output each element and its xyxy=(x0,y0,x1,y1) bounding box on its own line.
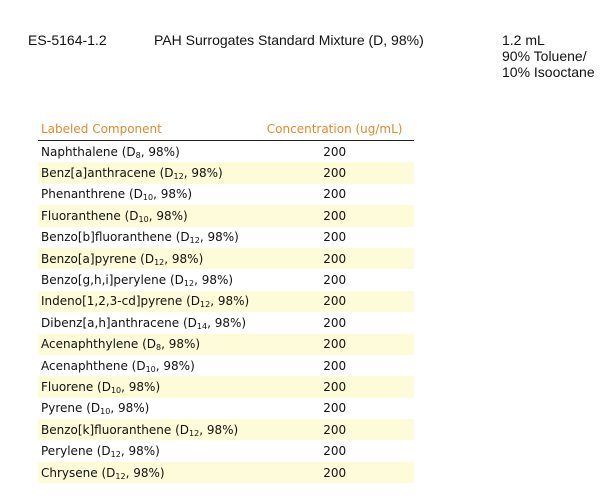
purity-suffix: , 98%) xyxy=(199,230,239,245)
purity-suffix: , 98%) xyxy=(121,379,161,394)
component-name xyxy=(38,294,255,308)
component-label: Benz[a]anthracene (D xyxy=(41,166,174,181)
concentration-value: 200 xyxy=(323,144,347,159)
purity-suffix: , 98%) xyxy=(207,315,247,330)
table-row xyxy=(38,291,414,312)
isotope-subscript: 10 xyxy=(110,385,122,395)
component-label: Benzo[k]fluoranthene (D xyxy=(41,422,189,437)
table-row xyxy=(38,440,414,461)
purity-suffix: , 98%) xyxy=(210,294,250,309)
concentration-value: 200 xyxy=(323,251,347,266)
component-name xyxy=(38,466,255,480)
isotope-subscript: 10 xyxy=(138,214,149,224)
isotope-subscript: 8 xyxy=(156,343,162,353)
purity-suffix: , 98%) xyxy=(140,144,180,159)
purity-suffix: , 98%) xyxy=(164,251,204,266)
isotope-subscript: 12 xyxy=(173,172,184,182)
component-label: Benzo[b]fluoranthene (D xyxy=(41,230,190,245)
purity-suffix: , 98%) xyxy=(110,401,150,416)
table-row xyxy=(38,462,414,483)
table-row xyxy=(38,141,414,162)
purity-suffix: , 98%) xyxy=(153,187,193,202)
isotope-subscript: 10 xyxy=(145,364,156,374)
purity-suffix: , 98%) xyxy=(161,337,201,352)
table-header xyxy=(38,118,414,141)
component-name xyxy=(38,337,255,351)
component-name xyxy=(38,187,255,201)
component-label: Perylene (D xyxy=(41,444,111,459)
table-row xyxy=(38,162,414,183)
component-name xyxy=(38,252,255,266)
table-row xyxy=(38,334,414,355)
concentration-value: 200 xyxy=(323,273,347,288)
component-name xyxy=(38,423,255,437)
concentration-value: 200 xyxy=(323,379,347,394)
isotope-subscript: 12 xyxy=(110,450,121,460)
isotope-subscript: 12 xyxy=(189,428,200,438)
isotope-subscript: 10 xyxy=(100,407,111,417)
concentration-value: 200 xyxy=(323,422,347,437)
concentration-value: 200 xyxy=(323,208,347,223)
component-name xyxy=(38,401,255,415)
concentration-value: 200 xyxy=(323,315,347,330)
purity-suffix: , 98%) xyxy=(199,422,239,437)
concentration-value: 200 xyxy=(323,401,347,416)
concentration-value: 200 xyxy=(323,294,347,309)
component-name xyxy=(38,166,255,180)
purity-suffix: , 98%) xyxy=(148,208,188,223)
isotope-subscript: 12 xyxy=(183,279,195,289)
component-name xyxy=(38,359,255,373)
isotope-subscript: 12 xyxy=(189,236,200,246)
table-row xyxy=(38,355,414,376)
component-name xyxy=(38,444,255,458)
product-code: ES-5164-1.2 xyxy=(28,32,107,48)
component-label: Pyrene (D xyxy=(41,401,101,416)
solvent-line-1: 90% Toluene/ xyxy=(502,48,587,64)
table-row xyxy=(38,248,414,269)
component-label: Chrysene (D xyxy=(41,465,116,480)
concentration-value: 200 xyxy=(323,166,347,181)
component-table xyxy=(38,118,414,483)
component-name xyxy=(38,316,255,330)
table-row xyxy=(38,205,414,226)
table-row xyxy=(38,227,414,248)
component-label: Benzo[a]pyrene (D xyxy=(41,251,155,266)
concentration-value: 200 xyxy=(323,358,347,373)
component-label: Indeno[1,2,3-cd]pyrene (D xyxy=(41,294,201,309)
column-header-concentration: Concentration (ug/mL) xyxy=(266,122,403,136)
product-title: PAH Surrogates Standard Mixture (D, 98%) xyxy=(154,32,424,48)
concentration-value: 200 xyxy=(323,230,347,245)
concentration-value: 200 xyxy=(323,337,347,352)
component-label: Fluoranthene (D xyxy=(41,208,139,223)
component-name xyxy=(38,273,255,287)
table-row xyxy=(38,184,414,205)
component-name xyxy=(38,145,255,159)
component-label: Dibenz[a,h]anthracene (D xyxy=(41,315,197,330)
component-name xyxy=(38,380,255,394)
isotope-subscript: 10 xyxy=(142,193,154,203)
purity-suffix: , 98%) xyxy=(183,166,223,181)
component-label: Fluorene (D xyxy=(41,379,111,394)
component-label: Benzo[g,h,i]perylene (D xyxy=(41,273,184,288)
isotope-subscript: 12 xyxy=(115,471,126,481)
purity-suffix: , 98%) xyxy=(194,273,234,288)
isotope-subscript: 8 xyxy=(135,150,141,160)
table-row xyxy=(38,376,414,397)
isotope-subscript: 12 xyxy=(200,300,211,310)
concentration-value: 200 xyxy=(323,465,347,480)
product-specs xyxy=(502,32,595,80)
table-body xyxy=(38,141,414,483)
concentration-value: 200 xyxy=(323,444,347,459)
isotope-subscript: 12 xyxy=(154,257,165,267)
isotope-subscript: 14 xyxy=(196,321,208,331)
table-row xyxy=(38,419,414,440)
component-name xyxy=(38,209,255,223)
component-label: Naphthalene (D xyxy=(41,144,136,159)
table-row xyxy=(38,398,414,419)
volume-text: 1.2 mL xyxy=(502,32,545,48)
table-row xyxy=(38,269,414,290)
purity-suffix: , 98%) xyxy=(155,358,195,373)
component-label: Acenaphthylene (D xyxy=(41,337,157,352)
component-label: Phenanthrene (D xyxy=(41,187,143,202)
table-row xyxy=(38,312,414,333)
concentration-value: 200 xyxy=(323,187,347,202)
component-name xyxy=(38,230,255,244)
solvent-line-2: 10% Isooctane xyxy=(502,64,595,80)
column-header-component: Labeled Component xyxy=(41,122,162,136)
purity-suffix: , 98%) xyxy=(120,444,160,459)
component-label: Acenaphthene (D xyxy=(41,358,146,373)
purity-suffix: , 98%) xyxy=(125,465,165,480)
